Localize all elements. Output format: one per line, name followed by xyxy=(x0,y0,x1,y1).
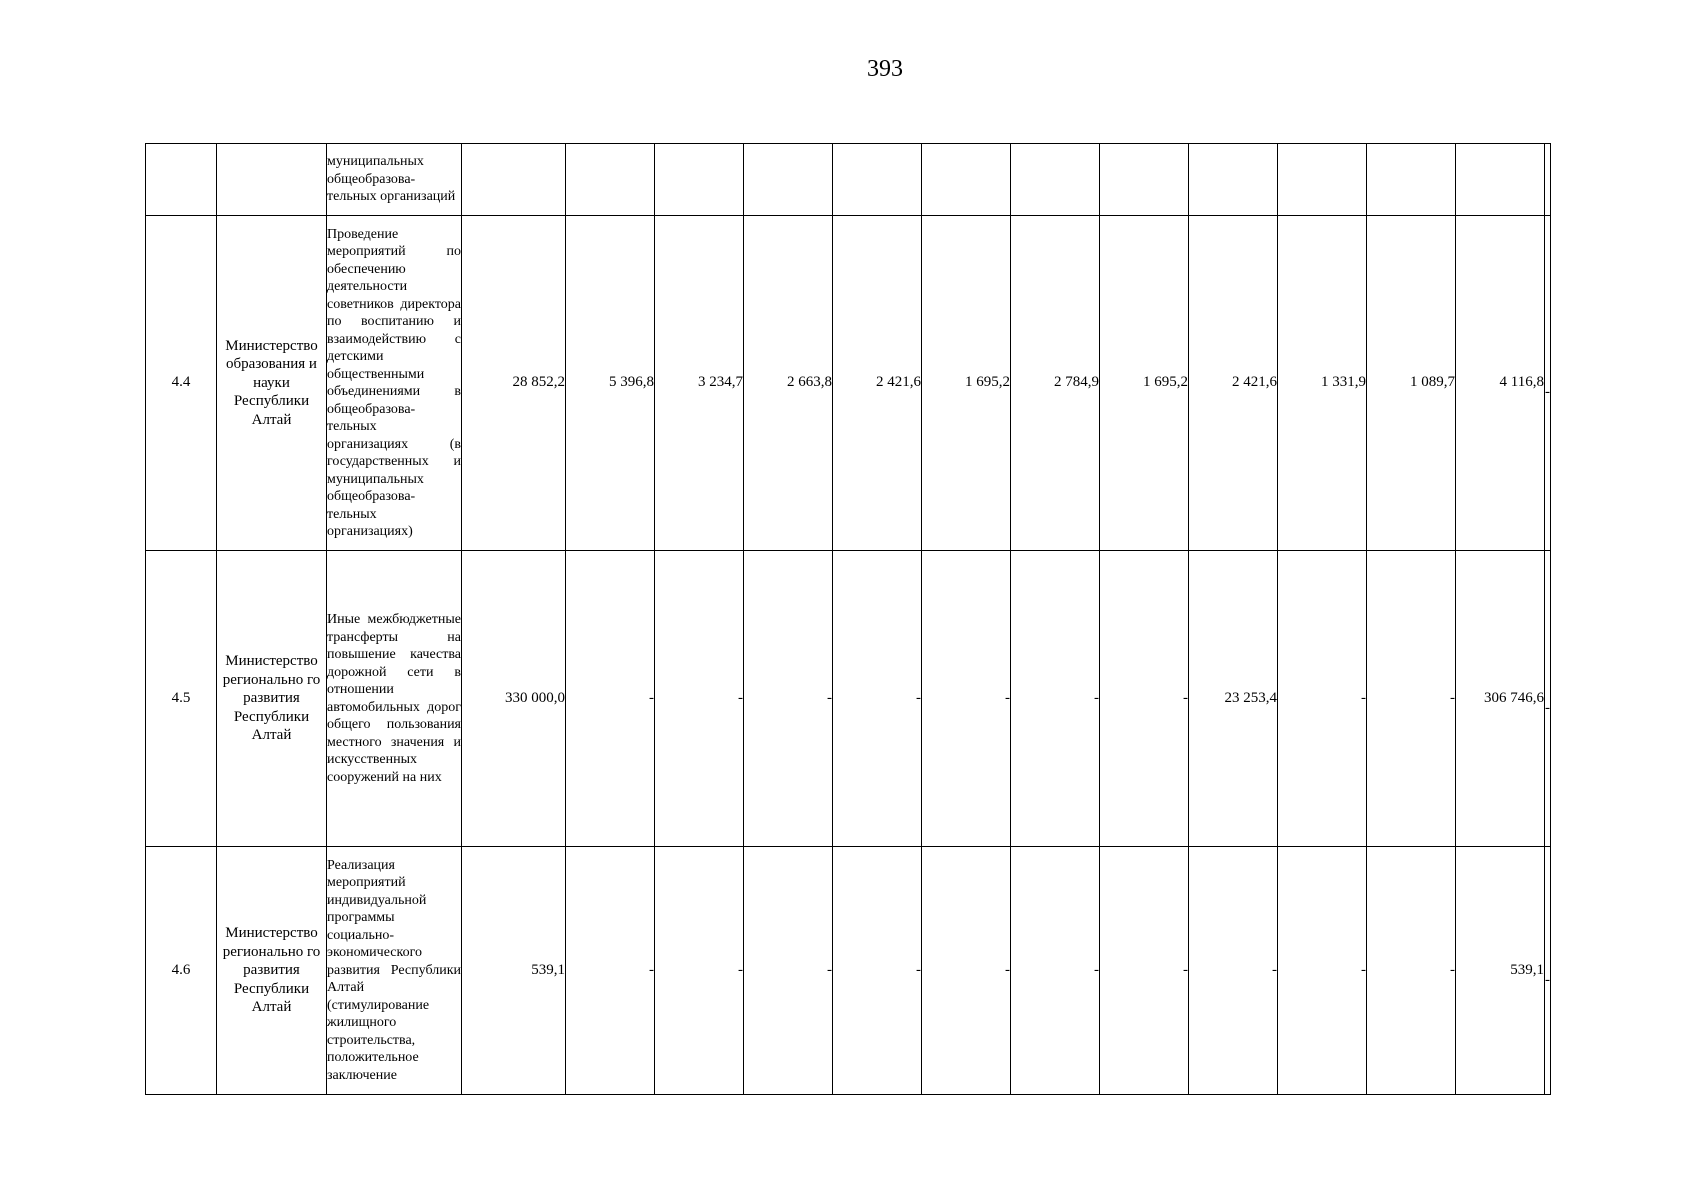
value-cell: 1 089,7 xyxy=(1367,216,1456,551)
value-cell: - xyxy=(744,551,833,847)
value-cell xyxy=(833,144,922,216)
table-row xyxy=(146,847,1551,1095)
value-cell: - xyxy=(655,551,744,847)
value-cell: - xyxy=(1545,847,1551,1095)
value-cell: - xyxy=(922,551,1011,847)
value-cell: - xyxy=(922,847,1011,1095)
value-cell: - xyxy=(1100,847,1189,1095)
value-cell: 306 746,6 xyxy=(1456,551,1545,847)
value-cell xyxy=(566,144,655,216)
value-cell: - xyxy=(566,551,655,847)
value-cell xyxy=(1367,144,1456,216)
value-cell: 23 253,4 xyxy=(1189,551,1278,847)
value-cell xyxy=(922,144,1011,216)
table-row xyxy=(146,551,1551,847)
value-cell: 28 852,2 xyxy=(462,216,566,551)
value-cell: - xyxy=(833,551,922,847)
row-number: 4.6 xyxy=(146,847,217,1095)
table-row xyxy=(146,216,1551,551)
value-cell: 2 784,9 xyxy=(1011,216,1100,551)
value-cell: - xyxy=(1100,551,1189,847)
value-cell: 3 234,7 xyxy=(655,216,744,551)
value-cell: 2 421,6 xyxy=(833,216,922,551)
value-cell xyxy=(1011,144,1100,216)
value-cell: 539,1 xyxy=(1456,847,1545,1095)
value-cell: - xyxy=(566,847,655,1095)
value-cell: 4 116,8 xyxy=(1456,216,1545,551)
value-cell xyxy=(1100,144,1189,216)
value-cell: - xyxy=(1278,847,1367,1095)
value-cell: - xyxy=(1367,847,1456,1095)
value-cell: - xyxy=(1189,847,1278,1095)
measure-description: Реализация мероприятий индивидуальной программы социально-экономического развития Республики Алтай (стимулирование жилищного строительства, положительное заключение xyxy=(327,847,462,1095)
row-number: 4.4 xyxy=(146,216,217,551)
value-cell: - xyxy=(1011,847,1100,1095)
value-cell: 330 000,0 xyxy=(462,551,566,847)
value-cell: - xyxy=(1367,551,1456,847)
value-cell: - xyxy=(1278,551,1367,847)
value-cell xyxy=(1189,144,1278,216)
value-cell xyxy=(744,144,833,216)
value-cell: - xyxy=(1545,216,1551,551)
value-cell xyxy=(655,144,744,216)
table-row xyxy=(146,144,1551,216)
row-number: 4.5 xyxy=(146,551,217,847)
value-cell: 1 695,2 xyxy=(1100,216,1189,551)
value-cell: 539,1 xyxy=(462,847,566,1095)
measure-description: Иные межбюджетные трансферты на повышение качества дорожной сети в отношении автомобильных дорог общего пользования местного значения и искусственных сооружений на них xyxy=(327,551,462,847)
value-cell: - xyxy=(833,847,922,1095)
row-number xyxy=(146,144,217,216)
value-cell xyxy=(462,144,566,216)
value-cell: 5 396,8 xyxy=(566,216,655,551)
page-number: 393 xyxy=(867,56,903,82)
budget-table xyxy=(145,143,1551,1095)
value-cell: 1 695,2 xyxy=(922,216,1011,551)
measure-description: муниципальных общеобразова-тельных организаций xyxy=(327,144,462,216)
responsible-org xyxy=(217,144,327,216)
responsible-org: Министерство регионально го развития Республики Алтай xyxy=(217,847,327,1095)
value-cell xyxy=(1545,144,1551,216)
measure-description: Проведение мероприятий по обеспечению деятельности советников директора по воспитанию и взаимодействию с детскими общественными объединениями в общеобразова-тельных организациях (в государственных и муниципальных общеобразова-тельных организациях) xyxy=(327,216,462,551)
value-cell: - xyxy=(1011,551,1100,847)
value-cell: 1 331,9 xyxy=(1278,216,1367,551)
responsible-org: Министерство регионально го развития Республики Алтай xyxy=(217,551,327,847)
value-cell: - xyxy=(655,847,744,1095)
responsible-org: Министерство образования и науки Республики Алтай xyxy=(217,216,327,551)
value-cell xyxy=(1456,144,1545,216)
value-cell: 2 421,6 xyxy=(1189,216,1278,551)
value-cell xyxy=(1278,144,1367,216)
value-cell: 2 663,8 xyxy=(744,216,833,551)
value-cell: - xyxy=(1545,551,1551,847)
value-cell: - xyxy=(744,847,833,1095)
